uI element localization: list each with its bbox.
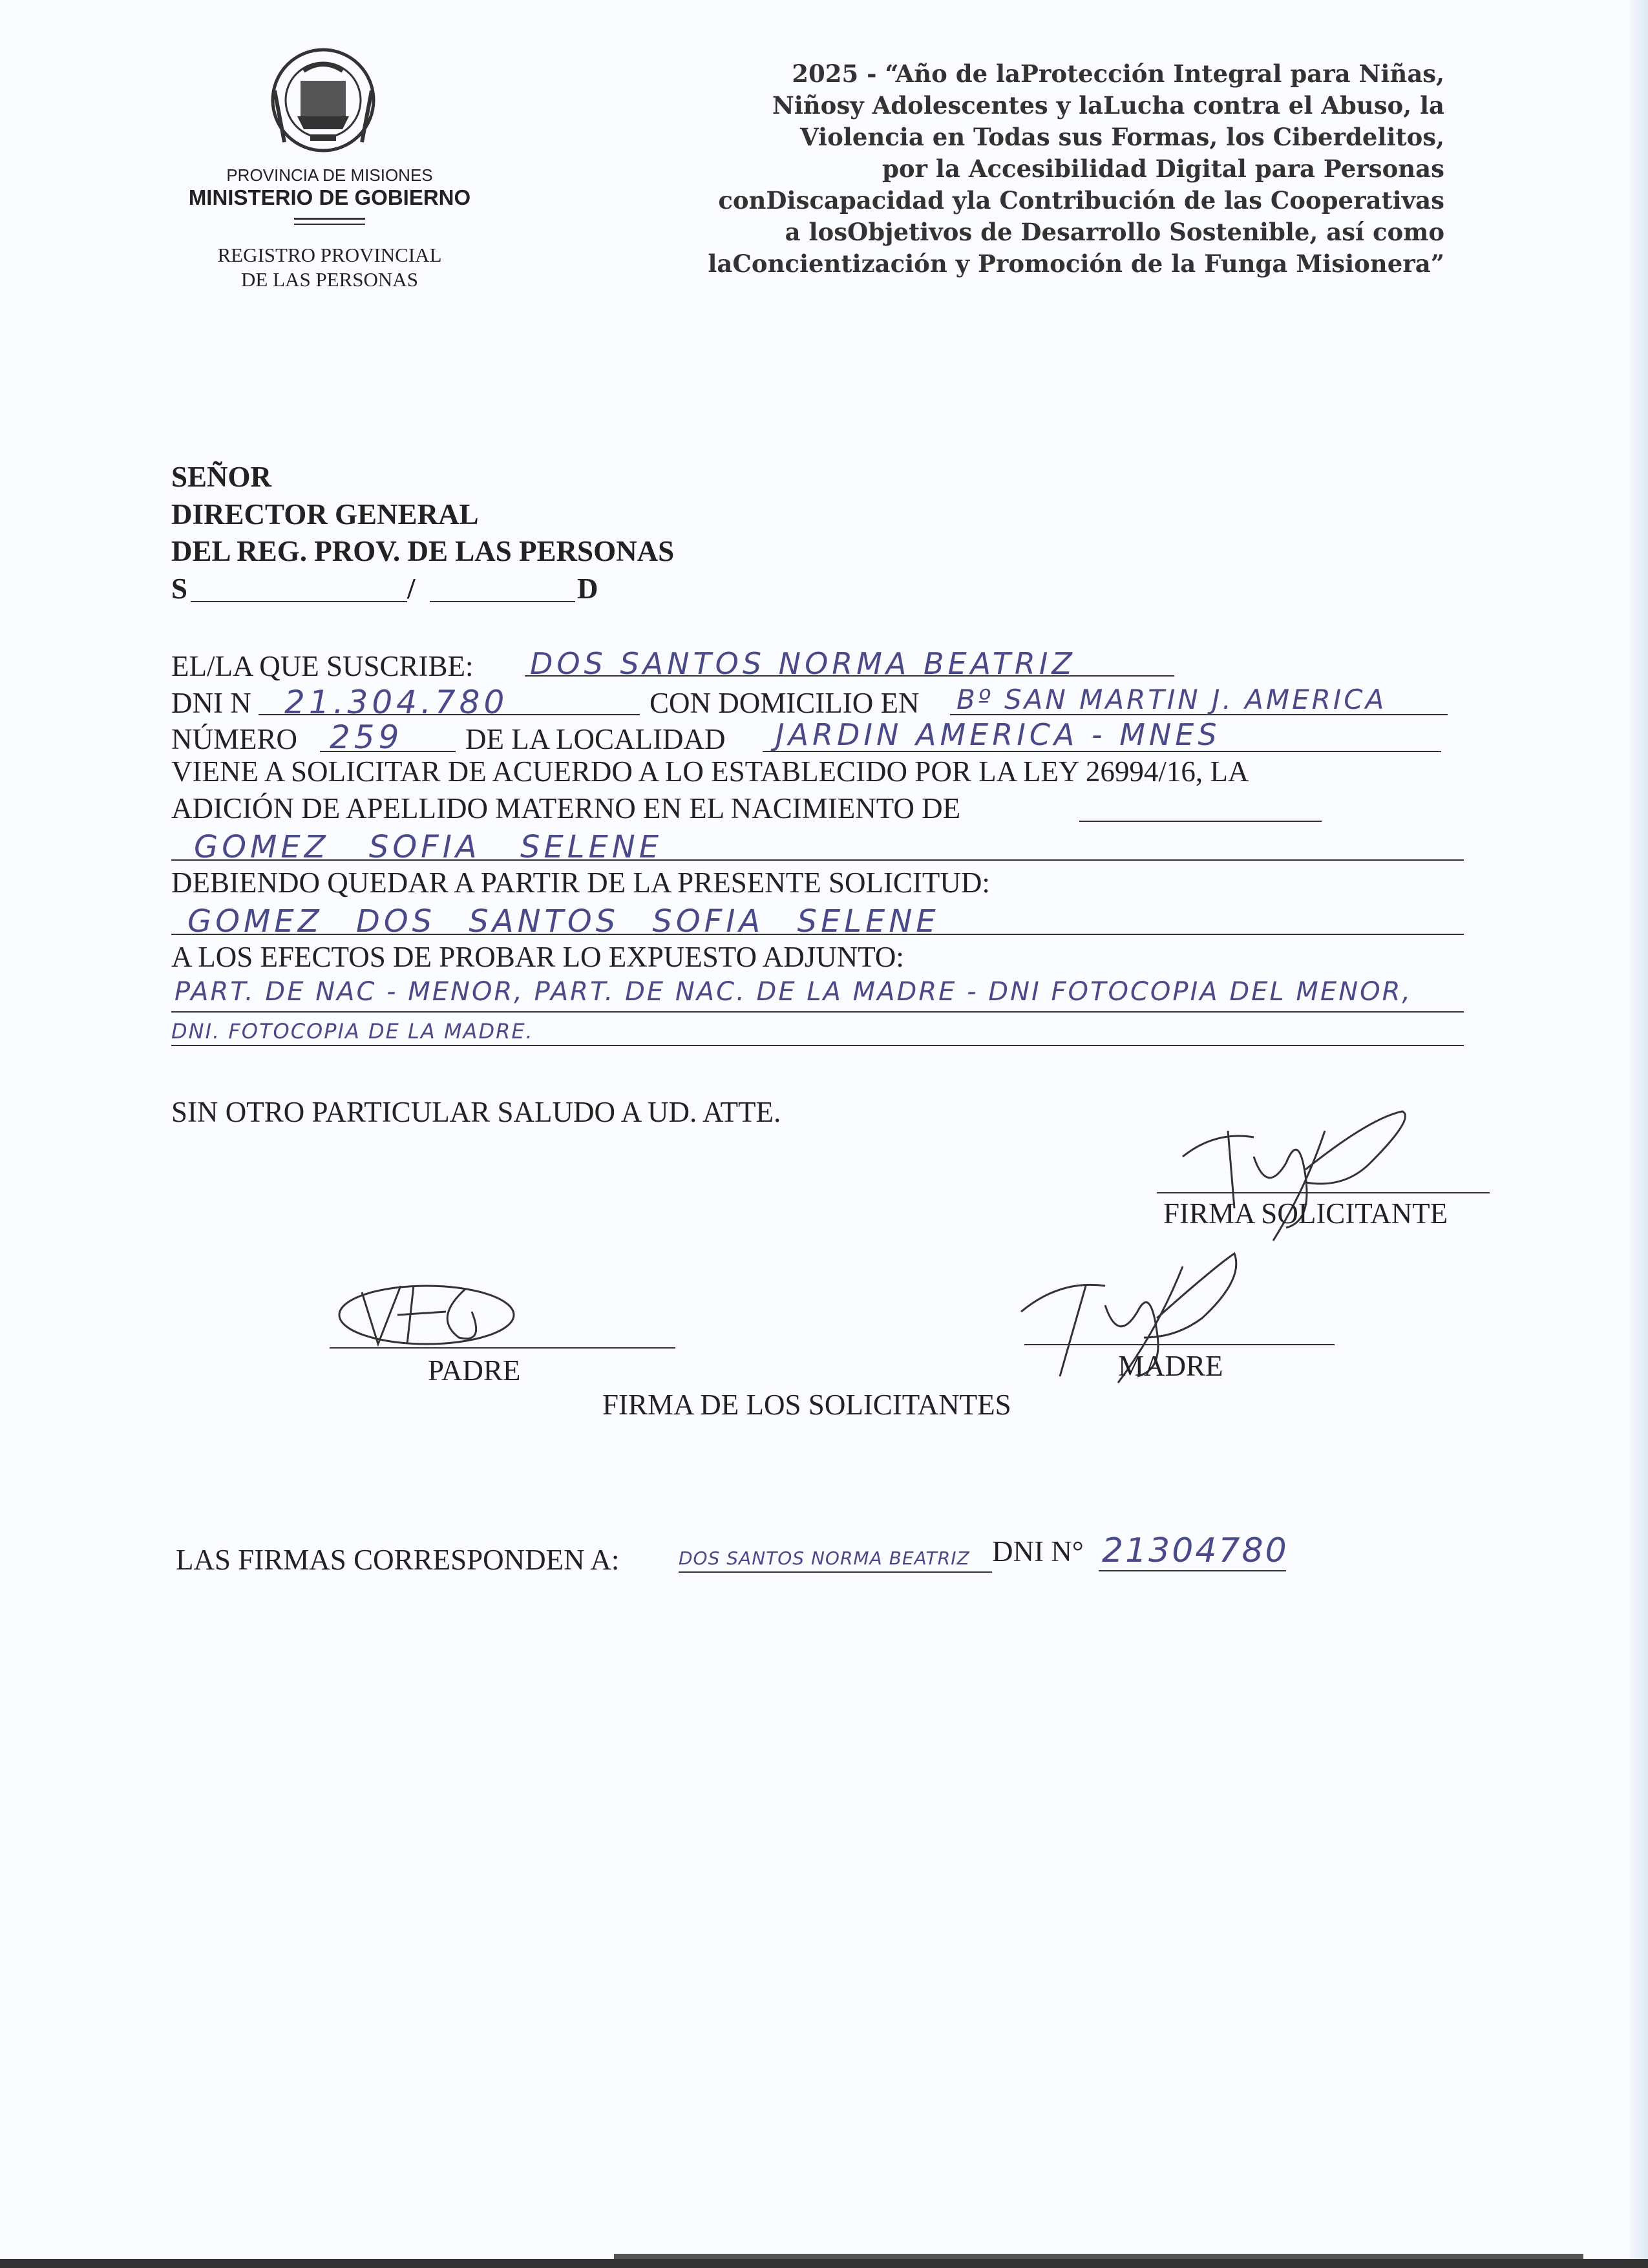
motto-line: a losObjetivos de Desarrollo Sostenible, así como [785,218,1444,246]
madre-label: MADRE [1118,1350,1223,1382]
adjunto-blank-2 [171,1045,1464,1046]
numero-value: 259 [330,719,403,756]
suscribe-value: DOS SANTOS NORMA BEATRIZ [530,646,1076,681]
year-motto [604,58,1444,280]
s-label: S [171,572,188,605]
nacimiento-value: GOMEZ SOFIA SELENE [194,829,663,865]
motto-line: laConcientización y Promoción de la Funga Misionera” [708,249,1444,278]
registry-line-1: REGISTRO PROVINCIAL [217,244,442,266]
efectos-line: A LOS EFECTOS DE PROBAR LO EXPUESTO ADJUNTO: [171,941,904,973]
header-divider-2 [294,224,365,225]
solicitantes-label: FIRMA DE LOS SOLICITANTES [602,1389,1011,1421]
d-blank [430,601,575,602]
adicion-blank [1079,821,1322,822]
s-blank [191,601,407,602]
solicitante-label: FIRMA SOLICITANTE [1163,1197,1448,1230]
address-line-1: SEÑOR [171,461,272,493]
domicilio-value: Bº SAN MARTIN J. AMERICA [956,684,1387,715]
header-divider [294,218,365,220]
padre-line [330,1347,675,1349]
localidad-label: DE LA LOCALIDAD [465,723,726,755]
adjunto-value-1: PART. DE NAC - MENOR, PART. DE NAC. DE LA MADRE - DNI FOTOCOPIA DEL MENOR, [174,977,1413,1007]
firmas-blank [679,1571,992,1573]
address-line-2: DIRECTOR GENERAL [171,498,479,530]
suscribe-label: EL/LA QUE SUSCRIBE: [171,650,474,682]
viene-line: VIENE A SOLICITAR DE ACUERDO A LO ESTABLECIDO POR LA LEY 26994/16, LA [171,755,1249,788]
adicion-line: ADICIÓN DE APELLIDO MATERNO EN EL NACIMIENTO DE [171,792,961,824]
closing-line: SIN OTRO PARTICULAR SALUDO A UD. ATTE. [171,1096,781,1128]
adjunto-blank-1 [171,1011,1464,1013]
madre-line [1024,1344,1335,1345]
domicilio-label: CON DOMICILIO EN [650,687,920,719]
motto-line: Violencia en Todas sus Formas, los Ciberdelitos, [799,123,1444,151]
solicitante-line [1157,1192,1490,1193]
provincial-seal-icon [265,45,381,155]
motto-line: Niñosy Adolescentes y laLucha contra el Abuso, la [772,91,1444,120]
motto-line: por la Accesibilidad Digital para Personas [882,154,1444,183]
ministry-header [149,165,511,292]
adjunto-value-2: DNI. FOTOCOPIA DE LA MADRE. [171,1019,534,1044]
footer-dni-label: DNI N° [992,1535,1084,1568]
scan-edge-bottom [0,2259,1648,2268]
debiendo-line: DEBIENDO QUEDAR A PARTIR DE LA PRESENTE SOLICITUD: [171,866,990,899]
localidad-value: JARDIN AMERICA - MNES [776,717,1221,752]
d-label: D [577,572,598,605]
province-name: PROVINCIA DE MISIONES [226,165,433,185]
slash: / [407,572,416,605]
footer-dni-value: 21304780 [1102,1531,1289,1570]
padre-signature [330,1273,523,1357]
motto-line: conDiscapacidad yla Contribución de las Cooperativas [718,186,1444,215]
padre-label: PADRE [428,1354,521,1387]
dni-label: DNI N [171,687,251,719]
scan-edge-right [1630,0,1648,2268]
motto-line: 2025 - “Año de laProtección Integral para Niñas, [792,59,1444,88]
scan-edge-bottom-inner [614,2254,1583,2259]
dni-value: 21.304.780 [284,684,509,721]
footer-dni-blank [1099,1570,1286,1571]
firmas-value: DOS SANTOS NORMA BEATRIZ [679,1548,970,1569]
registry-line-2: DE LAS PERSONAS [241,268,418,291]
firmas-label: LAS FIRMAS CORRESPONDEN A: [176,1544,620,1576]
address-line-3: DEL REG. PROV. DE LAS PERSONAS [171,535,675,567]
ministry-name: MINISTERIO DE GOBIERNO [188,185,471,209]
numero-label: NÚMERO [171,723,298,755]
quedar-value: GOMEZ DOS SANTOS SOFIA SELENE [187,903,940,940]
